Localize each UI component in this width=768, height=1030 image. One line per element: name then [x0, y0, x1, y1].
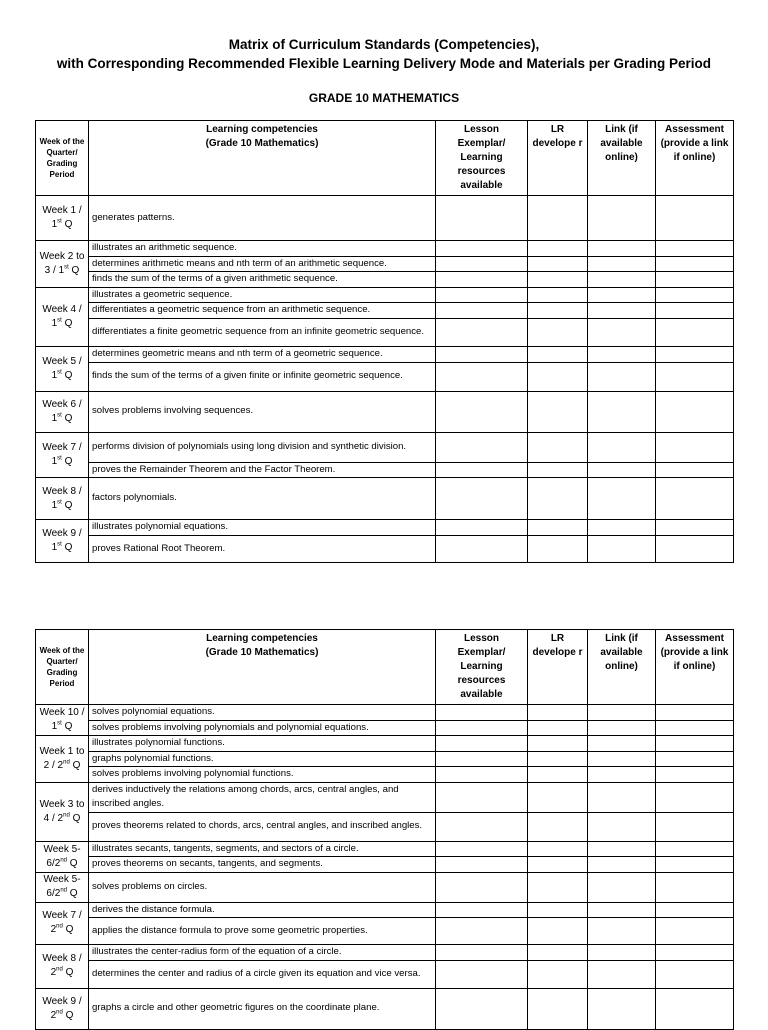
lr-cell[interactable]	[528, 362, 588, 391]
link-cell[interactable]	[588, 391, 656, 432]
week-cell: Week 10 / 1st Q	[36, 705, 89, 736]
table-row	[36, 902, 734, 918]
competency-cell: differentiates a finite geometric sequence from an infinite geometric sequence.	[89, 318, 436, 346]
lr-cell[interactable]	[528, 960, 588, 988]
link-cell[interactable]	[588, 872, 656, 902]
competency-cell: proves theorems on secants, tangents, and segments.	[89, 857, 436, 873]
competency-cell: proves theorems related to chords, arcs, central angles, and inscribed angles.	[89, 812, 436, 841]
week-cell: Week 8 / 2nd Q	[36, 945, 89, 989]
link-cell[interactable]	[588, 272, 656, 288]
header-assessment: Assessment (provide a link if online)	[656, 630, 734, 705]
lr-cell[interactable]	[528, 478, 588, 520]
lr-cell[interactable]	[528, 751, 588, 767]
assessment-cell[interactable]	[656, 303, 734, 319]
lr-cell[interactable]	[528, 812, 588, 841]
link-cell[interactable]	[588, 241, 656, 257]
lesson-cell[interactable]	[436, 478, 528, 520]
header-competencies-line2: (Grade 10 Mathematics)	[205, 647, 319, 658]
lr-cell[interactable]	[528, 196, 588, 241]
link-cell[interactable]	[588, 536, 656, 563]
lesson-cell[interactable]	[436, 705, 528, 721]
lesson-cell[interactable]	[436, 318, 528, 346]
header-link: Link (if available online)	[588, 121, 656, 196]
header-competencies	[89, 630, 436, 705]
competency-cell: proves Rational Root Theorem.	[89, 536, 436, 563]
link-cell[interactable]	[588, 478, 656, 520]
week-cell: Week 8 / 1st Q	[36, 478, 89, 520]
table-row	[36, 841, 734, 857]
assessment-cell[interactable]	[656, 318, 734, 346]
table-row	[36, 960, 734, 988]
assessment-cell[interactable]	[656, 196, 734, 241]
lr-cell[interactable]	[528, 462, 588, 478]
link-cell[interactable]	[588, 812, 656, 841]
table-row	[36, 462, 734, 478]
competency-cell: determines arithmetic means and nth term of an arithmetic sequence.	[89, 256, 436, 272]
header-competencies-line2: (Grade 10 Mathematics)	[205, 138, 319, 149]
assessment-cell[interactable]	[656, 902, 734, 918]
assessment-cell[interactable]	[656, 782, 734, 812]
week-cell: Week 6 / 1st Q	[36, 391, 89, 432]
lesson-cell[interactable]	[436, 782, 528, 812]
assessment-cell[interactable]	[656, 241, 734, 257]
table-row	[36, 720, 734, 736]
header-link: Link (if available online)	[588, 630, 656, 705]
competency-table-2	[35, 629, 734, 1030]
lr-cell[interactable]	[528, 872, 588, 902]
lr-cell[interactable]	[528, 520, 588, 536]
doc-title-line1: Matrix of Curriculum Standards (Competencies),	[228, 37, 540, 52]
header-row	[36, 121, 734, 196]
competency-cell: graphs a circle and other geometric figures on the coordinate plane.	[89, 988, 436, 1029]
table-row	[36, 196, 734, 241]
link-cell[interactable]	[588, 960, 656, 988]
table-row	[36, 346, 734, 362]
lr-cell[interactable]	[528, 272, 588, 288]
link-cell[interactable]	[588, 751, 656, 767]
table-row	[36, 256, 734, 272]
link-cell[interactable]	[588, 196, 656, 241]
lesson-cell[interactable]	[436, 303, 528, 319]
lesson-cell[interactable]	[436, 720, 528, 736]
link-cell[interactable]	[588, 318, 656, 346]
lesson-cell[interactable]	[436, 872, 528, 902]
competency-cell: finds the sum of the terms of a given finite or infinite geometric sequence.	[89, 362, 436, 391]
table-row	[36, 812, 734, 841]
link-cell[interactable]	[588, 736, 656, 752]
competency-cell: factors polynomials.	[89, 478, 436, 520]
header-competencies-line1: Learning competencies	[206, 124, 318, 135]
lesson-cell[interactable]	[436, 391, 528, 432]
lr-cell[interactable]	[528, 432, 588, 462]
assessment-cell[interactable]	[656, 272, 734, 288]
competency-cell: derives the distance formula.	[89, 902, 436, 918]
table-row	[36, 988, 734, 1029]
competency-cell: solves problems involving polynomial functions.	[89, 767, 436, 783]
header-lr: LR develope r	[528, 630, 588, 705]
lesson-cell[interactable]	[436, 362, 528, 391]
lr-cell[interactable]	[528, 346, 588, 362]
lr-cell[interactable]	[528, 782, 588, 812]
lesson-cell[interactable]	[436, 841, 528, 857]
lesson-cell[interactable]	[436, 736, 528, 752]
competency-cell: illustrates a geometric sequence.	[89, 287, 436, 303]
assessment-cell[interactable]	[656, 462, 734, 478]
assessment-cell[interactable]	[656, 432, 734, 462]
competency-cell: derives inductively the relations among chords, arcs, central angles, and inscribed angles.	[89, 782, 436, 812]
table-row	[36, 241, 734, 257]
week-cell: Week 1 / 1st Q	[36, 196, 89, 241]
lesson-cell[interactable]	[436, 462, 528, 478]
link-cell[interactable]	[588, 918, 656, 945]
lr-cell[interactable]	[528, 705, 588, 721]
competency-cell: solves polynomial equations.	[89, 705, 436, 721]
header-lr: LR develope r	[528, 121, 588, 196]
assessment-cell[interactable]	[656, 988, 734, 1029]
assessment-cell[interactable]	[656, 362, 734, 391]
table-row	[36, 520, 734, 536]
table-row	[36, 287, 734, 303]
lr-cell[interactable]	[528, 902, 588, 918]
week-cell: Week 5- 6/2nd Q	[36, 841, 89, 872]
competency-cell: determines geometric means and nth term of a geometric sequence.	[89, 346, 436, 362]
header-week: Week of the Quarter/ Grading Period	[36, 630, 89, 705]
assessment-cell[interactable]	[656, 287, 734, 303]
assessment-cell[interactable]	[656, 536, 734, 563]
table-row	[36, 318, 734, 346]
lesson-cell[interactable]	[436, 241, 528, 257]
assessment-cell[interactable]	[656, 767, 734, 783]
assessment-cell[interactable]	[656, 391, 734, 432]
assessment-cell[interactable]	[656, 520, 734, 536]
lesson-cell[interactable]	[436, 960, 528, 988]
table-row	[36, 705, 734, 721]
competency-cell: differentiates a geometric sequence from an arithmetic sequence.	[89, 303, 436, 319]
table-1-body	[36, 196, 734, 563]
lr-cell[interactable]	[528, 857, 588, 873]
table-row	[36, 751, 734, 767]
competency-cell: applies the distance formula to prove some geometric properties.	[89, 918, 436, 945]
link-cell[interactable]	[588, 841, 656, 857]
header-assessment: Assessment (provide a link if online)	[656, 121, 734, 196]
table-row	[36, 736, 734, 752]
lr-cell[interactable]	[528, 391, 588, 432]
link-cell[interactable]	[588, 945, 656, 961]
assessment-cell[interactable]	[656, 346, 734, 362]
assessment-cell[interactable]	[656, 918, 734, 945]
table-row	[36, 918, 734, 945]
competency-cell: illustrates an arithmetic sequence.	[89, 241, 436, 257]
link-cell[interactable]	[588, 720, 656, 736]
competency-cell: solves problems on circles.	[89, 872, 436, 902]
table-row	[36, 391, 734, 432]
competency-cell: illustrates the center-radius form of the equation of a circle.	[89, 945, 436, 961]
week-cell: Week 5 / 1st Q	[36, 346, 89, 391]
link-cell[interactable]	[588, 362, 656, 391]
assessment-cell[interactable]	[656, 841, 734, 857]
table-row	[36, 782, 734, 812]
link-cell[interactable]	[588, 988, 656, 1029]
header-lesson: Lesson Exemplar/ Learning resources available	[436, 121, 528, 196]
assessment-cell[interactable]	[656, 960, 734, 988]
competency-cell: finds the sum of the terms of a given arithmetic sequence.	[89, 272, 436, 288]
assessment-cell[interactable]	[656, 720, 734, 736]
competency-cell: illustrates polynomial functions.	[89, 736, 436, 752]
table-row	[36, 872, 734, 902]
week-cell: Week 9 / 2nd Q	[36, 988, 89, 1029]
competency-table-1	[35, 120, 734, 563]
link-cell[interactable]	[588, 705, 656, 721]
lesson-cell[interactable]	[436, 751, 528, 767]
lr-cell[interactable]	[528, 720, 588, 736]
week-cell: Week 7 / 1st Q	[36, 432, 89, 478]
header-lesson: Lesson Exemplar/ Learning resources available	[436, 630, 528, 705]
lesson-cell[interactable]	[436, 902, 528, 918]
doc-title-line2: with Corresponding Recommended Flexible Learning Delivery Mode and Materials per Grading Period	[56, 56, 712, 71]
week-cell: Week 4 / 1st Q	[36, 287, 89, 346]
week-cell: Week 9 / 1st Q	[36, 520, 89, 563]
lesson-cell[interactable]	[436, 857, 528, 873]
week-cell: Week 3 to 4 / 2nd Q	[36, 782, 89, 841]
header-competencies	[89, 121, 436, 196]
lr-cell[interactable]	[528, 256, 588, 272]
table-row	[36, 362, 734, 391]
header-row	[36, 630, 734, 705]
lr-cell[interactable]	[528, 945, 588, 961]
competency-cell: determines the center and radius of a circle given its equation and vice versa.	[89, 960, 436, 988]
link-cell[interactable]	[588, 346, 656, 362]
table-row	[36, 303, 734, 319]
lr-cell[interactable]	[528, 988, 588, 1029]
lr-cell[interactable]	[528, 241, 588, 257]
assessment-cell[interactable]	[656, 736, 734, 752]
lesson-cell[interactable]	[436, 945, 528, 961]
assessment-cell[interactable]	[656, 945, 734, 961]
competency-cell: performs division of polynomials using long division and synthetic division.	[89, 432, 436, 462]
lesson-cell[interactable]	[436, 196, 528, 241]
link-cell[interactable]	[588, 902, 656, 918]
competency-cell: illustrates polynomial equations.	[89, 520, 436, 536]
competency-cell: generates patterns.	[89, 196, 436, 241]
lesson-cell[interactable]	[436, 272, 528, 288]
lesson-cell[interactable]	[436, 256, 528, 272]
lesson-cell[interactable]	[436, 432, 528, 462]
link-cell[interactable]	[588, 462, 656, 478]
lesson-cell[interactable]	[436, 536, 528, 563]
link-cell[interactable]	[588, 287, 656, 303]
competency-cell: proves the Remainder Theorem and the Factor Theorem.	[89, 462, 436, 478]
assessment-cell[interactable]	[656, 256, 734, 272]
lr-cell[interactable]	[528, 303, 588, 319]
week-cell: Week 7 / 2nd Q	[36, 902, 89, 945]
assessment-cell[interactable]	[656, 812, 734, 841]
header-competencies-line1: Learning competencies	[206, 633, 318, 644]
competency-cell: solves problems involving polynomials and polynomial equations.	[89, 720, 436, 736]
assessment-cell[interactable]	[656, 705, 734, 721]
link-cell[interactable]	[588, 782, 656, 812]
assessment-cell[interactable]	[656, 872, 734, 902]
week-cell: Week 2 to 3 / 1st Q	[36, 241, 89, 288]
lr-cell[interactable]	[528, 318, 588, 346]
competency-cell: illustrates secants, tangents, segments, and sectors of a circle.	[89, 841, 436, 857]
table-row	[36, 478, 734, 520]
link-cell[interactable]	[588, 520, 656, 536]
lr-cell[interactable]	[528, 287, 588, 303]
competency-cell: solves problems involving sequences.	[89, 391, 436, 432]
competency-cell: graphs polynomial functions.	[89, 751, 436, 767]
assessment-cell[interactable]	[656, 751, 734, 767]
table-row	[36, 857, 734, 873]
assessment-cell[interactable]	[656, 478, 734, 520]
lesson-cell[interactable]	[436, 346, 528, 362]
link-cell[interactable]	[588, 857, 656, 873]
table-row	[36, 767, 734, 783]
table-row	[36, 536, 734, 563]
table-2-body	[36, 705, 734, 1030]
lesson-cell[interactable]	[436, 287, 528, 303]
lr-cell[interactable]	[528, 536, 588, 563]
lesson-cell[interactable]	[436, 520, 528, 536]
lr-cell[interactable]	[528, 918, 588, 945]
link-cell[interactable]	[588, 256, 656, 272]
link-cell[interactable]	[588, 767, 656, 783]
lr-cell[interactable]	[528, 841, 588, 857]
week-cell: Week 1 to 2 / 2nd Q	[36, 736, 89, 783]
link-cell[interactable]	[588, 432, 656, 462]
lr-cell[interactable]	[528, 736, 588, 752]
table-row	[36, 272, 734, 288]
lr-cell[interactable]	[528, 767, 588, 783]
lesson-cell[interactable]	[436, 767, 528, 783]
header-week: Week of the Quarter/ Grading Period	[36, 121, 89, 196]
lesson-cell[interactable]	[436, 918, 528, 945]
doc-subtitle: GRADE 10 MATHEMATICS	[308, 91, 460, 105]
lesson-cell[interactable]	[436, 988, 528, 1029]
lesson-cell[interactable]	[436, 812, 528, 841]
week-cell: Week 5- 6/2nd Q	[36, 872, 89, 902]
table-row	[36, 432, 734, 462]
assessment-cell[interactable]	[656, 857, 734, 873]
table-row	[36, 945, 734, 961]
link-cell[interactable]	[588, 303, 656, 319]
